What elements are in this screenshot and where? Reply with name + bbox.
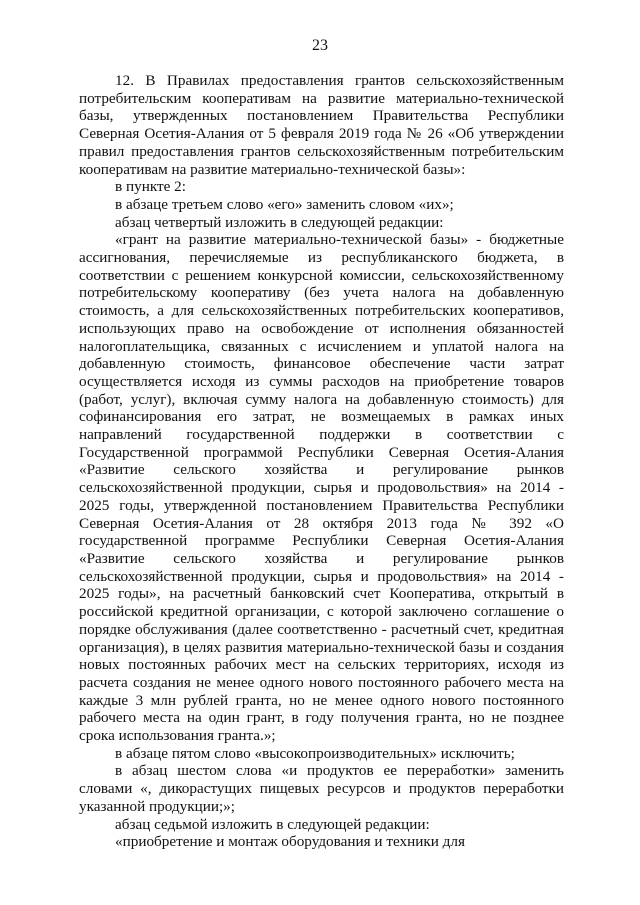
page-number: 23 [312, 37, 328, 54]
paragraph-amend-third: в абзаце третьем слово «его» заменить словом «их»; [115, 195, 454, 213]
paragraph-amend-seventh-intro: абзац седьмой изложить в следующей редакции: [115, 815, 430, 833]
paragraph-amend-sixth: в абзац шестом слова «и продуктов ее переработки» заменить словами «, дикорастущих пищевых ресурсов и продуктов переработки указанной продукции;»; [79, 762, 564, 815]
document-body [79, 72, 564, 851]
paragraph-amend-fourth-intro: абзац четвертый изложить в следующей редакции: [115, 213, 444, 231]
paragraph-grant-definition: «грант на развитие материально-технической базы» - бюджетные ассигнования, перечисляемые из республиканского бюджета, в соответствии с решением конкурсной комиссии, сельскохозяйственному потребительскому кооперативу (без учета налога на добавленную стоимость, а для сельскохозяйственных потребительских кооперативов, использующих право на освобождение от исполнения обязанностей налогоплательщика, связанных с исчислением и уплатой налога на добавленную стоимость, финансовое обеспечение части затрат осуществляется исходя из суммы расходов на приобретение товаров (работ, услуг), включая сумму налога на добавленную стоимость) для софинансирования его затрат, не возмещаемых в рамках иных направлений государственной поддержки в соответствии с Государственной программой Республики Северная Осетия-Алания «Развитие сельского хозяйства и регулирование рынков сельскохозяйственной продукции, сырья и продовольствия» на 2014 - 2025 годы, утвержденной постановлением Правительства Республики Северная Осетия-Алания от 28 октября 2013 года № 392 «О государственной программе Республики Северная Осетия-Алания «Развитие сельского хозяйства и регулирование рынков сельскохозяйственной продукции, сырья и продовольствия» на 2014 - 2025 годы», на расчетный банковский счет Кооператива, открытый в российской кредитной организации, с которой заключено соглашение о порядке обслуживания (далее соответственно - расчетный счет, кредитная организация), в целях развития материально-технической базы и создания новых постоянных рабочих мест на сельских территориях, исходя из расчета создания не менее одного нового постоянного рабочего места на каждые 3 млн рублей гранта, но не менее одного нового постоянного рабочего места на один грант, в году получения гранта, но не позднее срока использования гранта.»; [79, 231, 564, 745]
paragraph-item-12: 12. В Правилах предоставления грантов сельскохозяйственным потребительским кооперативам на развитие материально-технической базы, утвержденных постановлением Правительства Республики Северная Осетия-Алания от 5 февраля 2019 года № 26 «Об утверждении правил предоставления грантов сельскохозяйственным потребительским кооперативам на развитие материально-технической базы»: [79, 72, 564, 178]
paragraph-acquisition: «приобретение и монтаж оборудования и техники для [115, 833, 465, 851]
paragraph-point-2: в пункте 2: [115, 178, 186, 196]
paragraph-amend-fifth: в абзаце пятом слово «высокопроизводительных» исключить; [115, 744, 515, 762]
